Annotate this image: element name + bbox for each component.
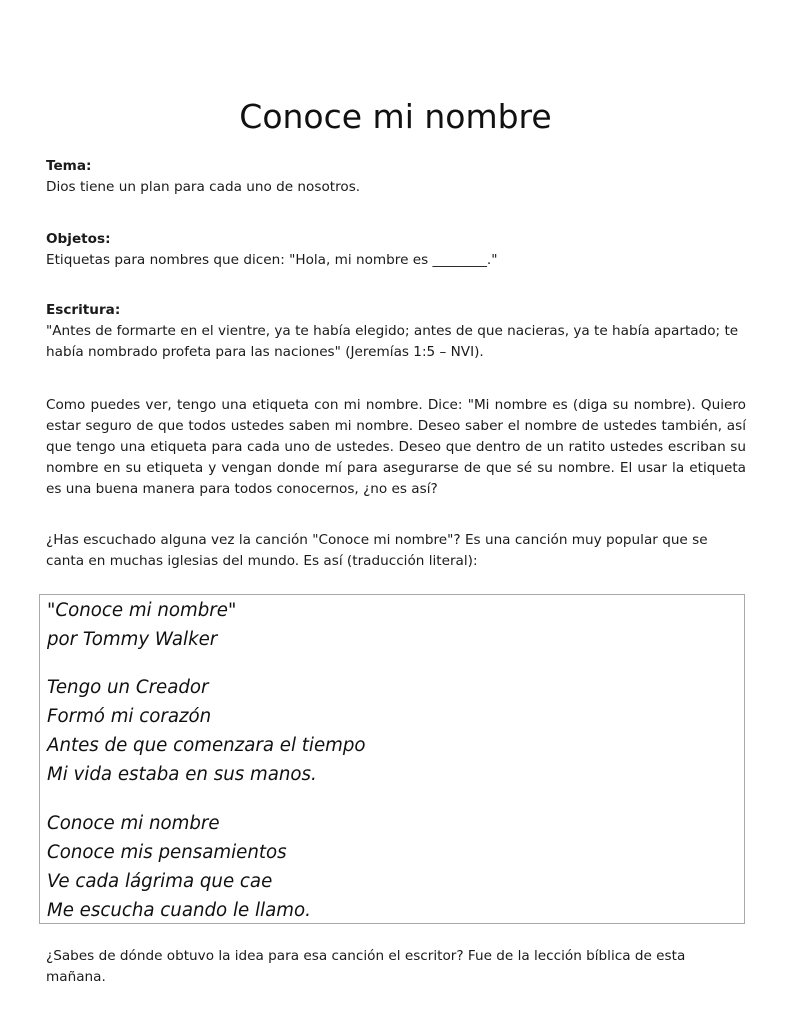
verse2-line: Conoce mi nombre	[47, 813, 220, 834]
escritura-label: Escritura:	[46, 302, 121, 318]
verse2-line: Me escucha cuando le llamo.	[47, 900, 311, 921]
verse1-line: Tengo un Creador	[47, 677, 209, 698]
song-lyrics-box	[39, 594, 745, 924]
verse2-line: Ve cada lágrima que cae	[47, 871, 273, 892]
body-paragraph-3: ¿Sabes de dónde obtuvo la idea para esa canción el escritor? Fue de la lección bíblica de esta mañana.	[46, 948, 686, 985]
body-paragraph-2: ¿Has escuchado alguna vez la canción "Conoce mi nombre"? Es una canción muy popular que se canta en muchas iglesias del mundo. Es así (traducción literal):	[46, 532, 708, 569]
verse1-line: Formó mi corazón	[47, 706, 212, 727]
verse1-line: Mi vida estaba en sus manos.	[47, 764, 317, 785]
verse2-line: Conoce mis pensamientos	[47, 842, 287, 863]
page-title: Conoce mi nombre	[239, 97, 552, 136]
escritura-text: "Antes de formarte en el vientre, ya te había elegido; antes de que nacieras, ya te había apartado; te había nombrado profeta para las naciones" (Jeremías 1:5 – NVI).	[46, 323, 739, 360]
verse1-line: Antes de que comenzara el tiempo	[47, 735, 366, 756]
tema-text: Dios tiene un plan para cada uno de nosotros.	[46, 179, 361, 195]
tema-label: Tema:	[46, 158, 92, 174]
body-paragraph-1: Como puedes ver, tengo una etiqueta con mi nombre. Dice: "Mi nombre es (diga su nombre). Quiero estar seguro de que todos ustedes saben mi nombre. Deseo saber el nombre de ustedes también, así que tengo una etiqueta para cada uno de ustedes. Deseo que dentro de un ratito ustedes escriban su nombre en su etiqueta y vengan donde mí para asegurarse de que sé su nombre. El usar la etiqueta es una buena manera para todos conocernos, ¿no es así?	[46, 397, 746, 497]
objetos-label: Objetos:	[46, 231, 111, 247]
song-author: por Tommy Walker	[47, 629, 218, 650]
objetos-text: Etiquetas para nombres que dicen: "Hola, mi nombre es ________."	[46, 252, 498, 268]
song-title: "Conoce mi nombre"	[47, 600, 237, 621]
